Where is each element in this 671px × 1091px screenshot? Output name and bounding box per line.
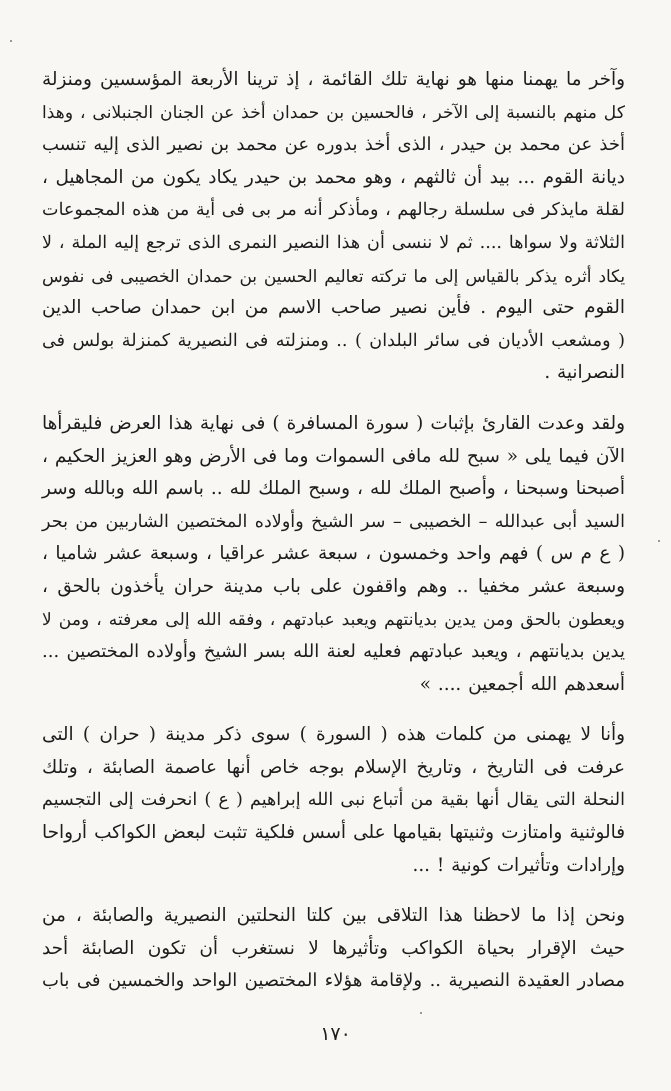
text-line: عرفت فى التاريخ ، وتاريخ الإسلام بوجه خاص أنها عاصمة الصابئة ، وتلك bbox=[42, 756, 625, 778]
text-line: وإرادات وتأثيرات كونية ! ... bbox=[412, 854, 625, 876]
text-line: ( ومشعب الأديان فى سائر البلدان ) .. ومنزلته فى النصيرية كمنزلة بولس فى bbox=[42, 330, 625, 351]
text-line: أصبحنا وسبحنا ، وأصبح الملك لله ، وسبح الملك لله .. باسم الله وبالله وسر bbox=[42, 478, 625, 500]
text-line: النصرانية . bbox=[544, 362, 625, 384]
page-number: ١٧٠ bbox=[320, 1023, 351, 1045]
scan-speck bbox=[10, 40, 12, 42]
paragraph-3 bbox=[42, 719, 625, 882]
text-line: النحلة التى يقال أنها بقية من أتباع نبى الله إبراهيم ( ع ) انحرفت إلى التجسيم bbox=[42, 790, 625, 811]
text-line: ونحن إذا ما لاحظنا هذا التلاقى بين كلتا النحلتين النصيرية والصابئة ، من bbox=[42, 905, 625, 927]
text-line: أسعدهم الله أجمعين .... » bbox=[419, 673, 625, 695]
body-text bbox=[42, 64, 625, 1016]
text-line: لقلة مايذكر فى سلسلة رجالهم ، ومأذكر أنه مر بى فى أية من هذه المجموعات bbox=[42, 200, 625, 221]
text-line: ولقد وعدت القارئ بإثبات ( سورة المسافرة ) فى نهاية هذا العرض فليقرأها bbox=[42, 412, 625, 434]
text-line: الآن فيما يلى « سبح لله مافى السموات وما فى الأرض وهو العزيز الحكيم ، bbox=[42, 445, 625, 467]
text-line: ويعطون بالحق ومن يدين بديانتهم ويعبد عبادتهم ، وفقه الله إلى معرفته ، ومن لا bbox=[42, 609, 625, 630]
text-line: أخذ عن محمد بن حيدر ، الذى أخذ بدوره عن محمد بن نصير الذى إليه تنسب bbox=[42, 134, 625, 156]
text-line: ديانة القوم ... بيد أن ثالثهم ، وهو محمد بن حيدر يكاد يكون من المجاهيل ، bbox=[42, 166, 625, 188]
text-line: يدين بديانتهم ، ويعبد عبادتهم فعليه لعنة الله بسر الشيخ وأولاده المختصين ... bbox=[42, 641, 625, 663]
text-line: حيث الإقرار بحياة الكواكب وتأثيرها لا نستغرب أن تكون الصابئة أحد bbox=[42, 937, 625, 959]
text-line: يكاد أثره يذكر بالقياس إلى ما تركته تعاليم الحسين بن حمدان الخصيبى فى نفوس bbox=[42, 265, 625, 286]
paragraph-1 bbox=[42, 64, 625, 390]
text-line: وآخر ما يهمنا منها هو نهاية تلك القائمة ، إذ ترينا الأربعة المؤسسين ومنزلة bbox=[42, 69, 625, 90]
text-line: القوم حتى اليوم . فأين نصير صاحب الاسم من ابن حمدان صاحب الدين bbox=[42, 297, 625, 319]
text-line: وأنا لا يهمنى من كلمات هذه ( السورة ) سوى ذكر مدينة ( حران ) التى bbox=[42, 724, 625, 746]
paragraph-4 bbox=[42, 900, 625, 998]
text-line: السيد أبى عبدالله – الخصيبى – سر الشيخ وأولاده المختصين الشاربين من بحر bbox=[42, 511, 625, 532]
paragraph-2 bbox=[42, 408, 625, 701]
text-line: فالوثنية وامتازت وثنيتها بقيامها على أسس فلكية تثبت لبعض الكواكب أرواحا bbox=[42, 822, 625, 844]
text-line: الثلاثة ولا سواها .... ثم لا ننسى أن هذا النصير النمرى الذى ترجع إليه الملة ، لا bbox=[42, 232, 625, 253]
text-line: وسبعة عشر مخفيا .. وهم واقفون على باب مدينة حران يأخذون بالحق ، bbox=[42, 575, 625, 597]
text-line: كل منهم بالنسبة إلى الآخر ، فالحسين بن حمدان أخذ عن الجنان الجنبلانى ، وهذا bbox=[42, 102, 625, 123]
text-line: ( ع م س ) فهم واحد وخمسون ، سبعة عشر عراقيا ، وسبعة عشر شاميا ، bbox=[42, 543, 625, 565]
text-line: مصادر العقيدة النصيرية .. ولإقامة هؤلاء المختصين الواحد والخمسين فى باب bbox=[42, 970, 625, 992]
scan-speck bbox=[658, 540, 660, 542]
